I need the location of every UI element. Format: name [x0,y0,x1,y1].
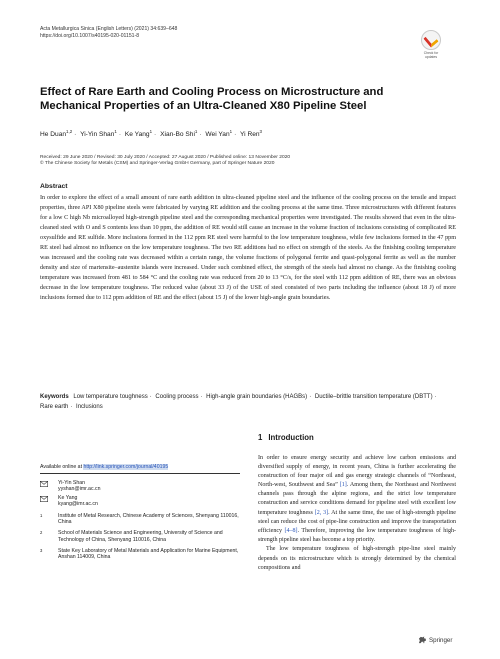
paper-title: Effect of Rare Earth and Cooling Process on Microstructure and Mechanical Properties of an Ultra-Cleaned X80 Pipeline Steel [40,86,384,113]
citation-link[interactable]: [4–8] [284,527,298,534]
journal-header [40,26,340,39]
author-list: He Duan$^{1,2}$ · Yi-Yin Shan$^1$ · Ke Yang$^1$ · Xian-Bo Shi$^1$ · Wei Yan$^1$ · Yi Ren$^3$ [40,129,262,139]
journal-citation: Acta Metallurgica Sinica (English Letters) (2021) 34:639–648 [40,26,178,32]
section-title: Introduction [268,433,314,442]
updates-label: Check for updates [423,51,439,59]
abstract-text: In order to explore the effect of a small amount of rare earth addition in ultra-cleaned pipeline steel and the influence of the cooling process on the tensile and impact properties, three API X80 pipeline steels were fabricated by varying RE addition and the cooling process at the same time. Three microstructures with different features for a low C high Nb microalloyed high-strength pipeline steel and the corresponding mechanical properties were investigated. The results showed that even in the ultra-cleaned steel with O and S contents less than 10 ppm, the addition of RE would still cause an increase in the volume fraction of inclusions consisting of complicated RE oxysulfide and RE sulfide. More inclusions formed in the 112 ppm RE steel were harmful to the low temperature toughness, while few inclusions formed in the 47 ppm RE steel had almost no influence on the low temperature toughness. The two RE additions had no effect on strength of the steels. As the finishing cooling temperature was increased and the cooling rate was decreased within a certain range, the volume fractions of polygonal ferrite and quasi-polygonal ferrite as well as the number density and size of martensite–austenite islands were increased. Under such combined effect, the strength of the steels had almost no change. As the finishing cooling temperature was increased from 481 to 584 °C and the cooling rate was reduced from 20 to 13 °C/s, for the steel with 112 ppm addition of RE, there was an obvious decrease in the low temperature toughness. The reduced value (about 33 J) of the USE of steel consisted of two parts including the influence (about 18 J) of more inclusions formed due to 112 ppm addition of RE and the effect (about 15 J) of the lower high-angle grain boundaries. [40,195,456,301]
publisher-logo: Springer [418,636,452,644]
affiliation: 3 State Key Laboratory of Metal Materials and Application for Marine Equipment, Anshan 114009, China [40,547,239,561]
keyword: Inclusions [76,403,103,410]
keyword: Rare earth [40,403,69,410]
citation-link[interactable]: [1] [339,482,347,489]
availability-note: Available online at http://link.springer.com/journal/40195 [40,464,240,474]
keyword: Cooling process [155,394,199,400]
intro-paragraph: The low temperature toughness of high-strength pipe-line steel mainly depends on its microstructure which is strongly determined by the chemical compositions and [258,546,456,571]
history-line: Received: 29 June 2020 / Revised: 30 July 2020 / Accepted: 27 August 2020 / Published online: 13 November 2020 [40,155,291,160]
author[interactable]: Yi-Yin Shan$^1$ [80,129,117,139]
keywords: Keywords Low temperature toughness · Cooling process · High-angle grain boundaries (HAGBs) · Ductile–brittle transition temperature (DBTT) · Rare earth · Inclusions [40,394,437,410]
affiliation: 2 School of Materials Science and Engineering, University of Science and Technology of China, Shenyang 110016, China [40,530,223,543]
keyword: Ductile–brittle transition temperature (DBTT) [314,394,433,400]
springer-horse-icon [418,636,427,644]
footnotes [40,480,240,560]
envelope-icon [40,496,49,502]
author[interactable]: Xian-Bo Shi$^1$ [160,129,198,139]
intro-paragraph: In order to ensure energy security and achieve low carbon emissions and diversified supply of energy, in recent years, China is further accelerating the construction of four major oil and gas energy strategic channels of “Northeast, North-west, Southwest and Sea” [1]. Among them, the Northeast and Northwest channels pass through the alpine regions, and the strict low temperature construction and service conditions demand for pipeline steel with excellent low temperature toughness [2, 3]. At the same time, the use of high-strength pipeline steel can reduce the cost of pipe-line construction and improve the transportation efficiency [4–8]. Therefore, improving the low temperature toughness of high-strength pipeline steel has become a top priority. [258,455,457,543]
email-link[interactable]: yyshan@imr.ac.cn [58,486,101,493]
publication-dates [40,155,440,168]
author[interactable]: Ke Yang$^1$ [124,129,153,139]
email-link[interactable]: kyang@imr.ac.cn [58,501,98,508]
author[interactable]: Wei Yan$^1$ [205,129,233,139]
corresponding-author: Yi-Yin Shan yyshan@imr.ac.cn [40,480,240,493]
check-for-updates-badge[interactable] [420,30,442,59]
introduction-heading [258,433,314,442]
copyright-line: © The Chinese Society for Metals (CSM) and Springer-Verlag GmbH Germany, part of Springer Nature 2020 [40,161,275,167]
keyword: Low temperature toughness [73,394,148,400]
journal-link[interactable]: http://link.springer.com/journal/40195 [83,464,169,470]
author[interactable]: He Duan$^{1,2}$ [40,129,73,139]
keyword: High-angle grain boundaries (HAGBs) [206,394,308,400]
affiliation: 1 Institute of Metal Research, Chinese Academy of Sciences, Shenyang 110016, China [40,512,239,525]
doi-link[interactable]: https://doi.org/10.1007/s40195-020-01151-8 [40,32,140,39]
envelope-icon [40,481,49,487]
corresponding-author: Ke Yang kyang@imr.ac.cn [40,495,240,508]
updates-icon [421,30,441,50]
abstract-heading: Abstract [40,183,68,190]
introduction-body [258,454,456,573]
author[interactable]: Yi Ren$^3$ [240,129,262,139]
keywords-heading: Keywords [40,394,69,400]
citation-link[interactable]: [2, 3] [314,509,329,516]
section-number: 1 [258,433,263,442]
